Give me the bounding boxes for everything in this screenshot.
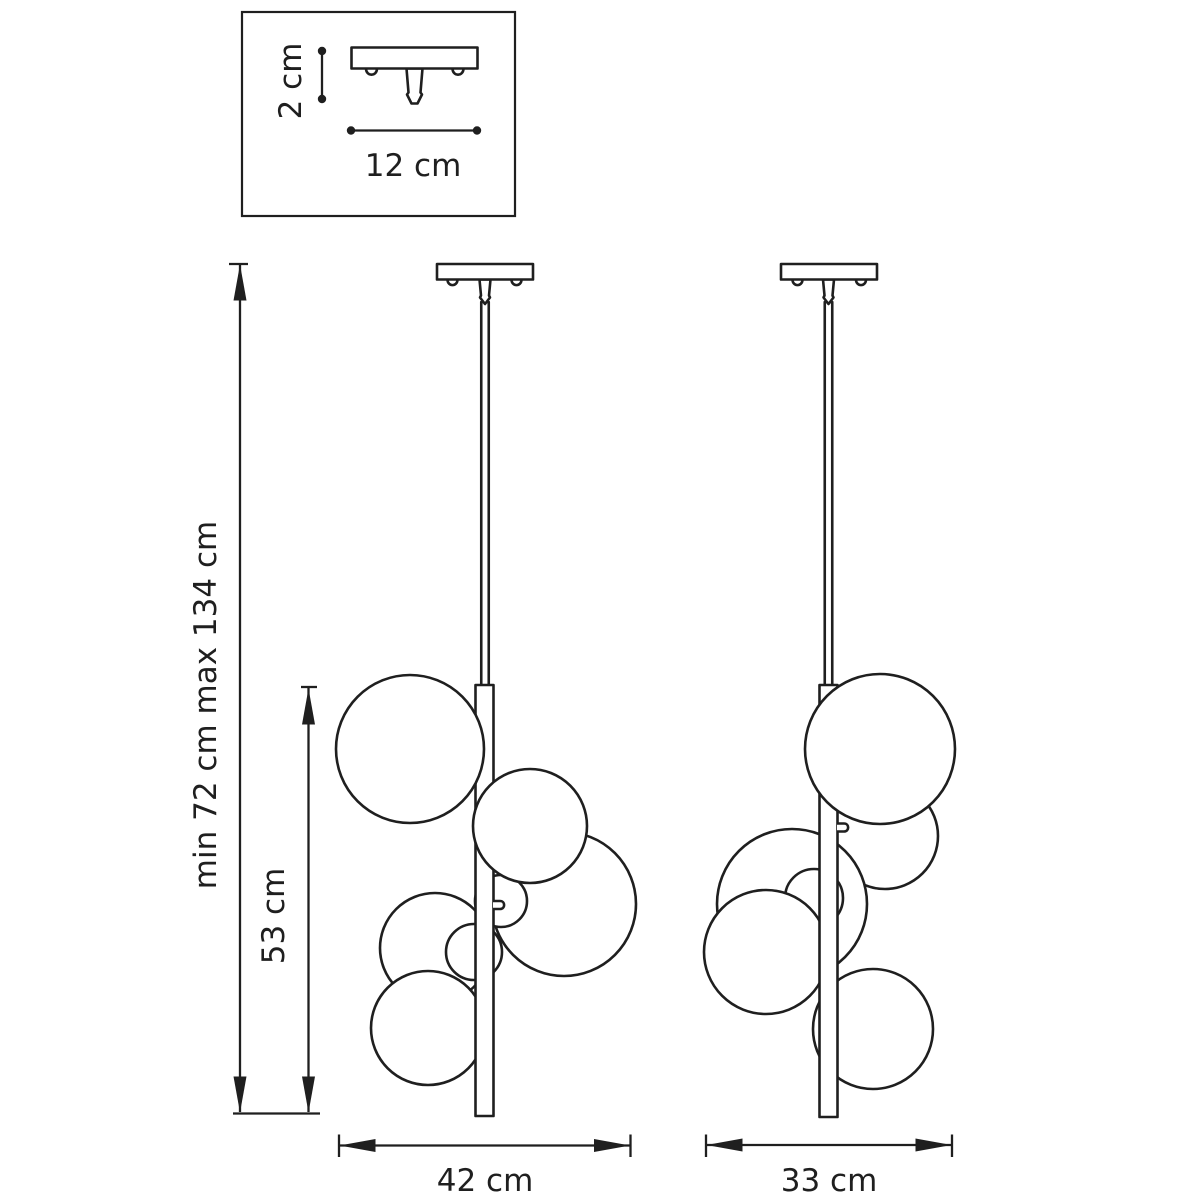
bulb-socket-peg — [837, 824, 848, 832]
ceiling-canopy — [352, 48, 478, 69]
dimension-dot — [318, 47, 326, 55]
bulb-socket-peg — [493, 901, 504, 909]
drop-range-label: min 72 cm max 134 cm — [188, 520, 224, 890]
glass-sphere — [704, 890, 828, 1014]
lamp-side-view — [704, 264, 955, 1117]
arrow-head — [234, 1077, 247, 1113]
dimension-dot — [318, 95, 326, 103]
arrow-head — [302, 689, 315, 725]
glass-sphere — [805, 674, 955, 824]
glass-sphere — [336, 675, 484, 823]
arrow-head — [234, 265, 247, 301]
arrow-head — [916, 1139, 952, 1152]
suspension-tube — [481, 302, 489, 688]
arrow-head — [302, 1077, 315, 1113]
front-width-label: 42 cm — [436, 1163, 534, 1199]
cluster-height-label: 53 cm — [256, 867, 292, 965]
inset-width-label: 12 cm — [364, 148, 462, 184]
hanger-pin — [407, 69, 423, 104]
hanger-pin — [823, 280, 834, 305]
glass-sphere — [371, 971, 485, 1085]
inset-height-label: 2 cm — [273, 42, 309, 120]
arrow-head — [340, 1139, 376, 1152]
ceiling-canopy — [781, 264, 877, 280]
arrow-head — [594, 1139, 630, 1152]
ceiling-canopy — [437, 264, 533, 280]
suspension-tube — [825, 302, 833, 688]
hanger-pin — [480, 280, 491, 305]
arrow-head — [707, 1139, 743, 1152]
lamp-front-view — [336, 264, 636, 1116]
glass-sphere — [473, 769, 587, 883]
side-width-label: 33 cm — [780, 1163, 878, 1199]
dimension-dot — [473, 126, 481, 134]
dimension-dot — [347, 126, 355, 134]
